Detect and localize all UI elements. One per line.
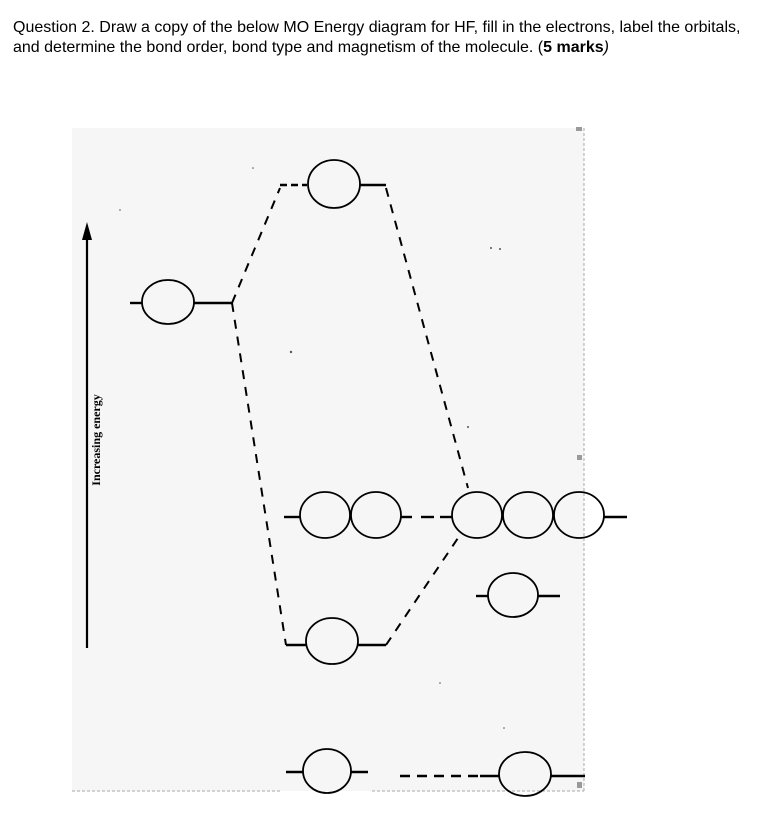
marks-value: 5 marks (543, 39, 604, 56)
corner-mark-top (576, 127, 582, 131)
axis-label: Increasing energy (89, 394, 103, 486)
corner-mark-middle (577, 455, 582, 460)
corner-mark-bottom (577, 782, 582, 788)
marks-close: ) (603, 39, 609, 56)
question-body: Question 2. Draw a copy of the below MO Energy diagram for HF, fill in the electrons, label the orbitals, and determine the bond order, bond type and magnetism of the molecule. (13, 19, 741, 56)
marks-open: ( (537, 39, 544, 56)
diagram-background (72, 128, 584, 791)
